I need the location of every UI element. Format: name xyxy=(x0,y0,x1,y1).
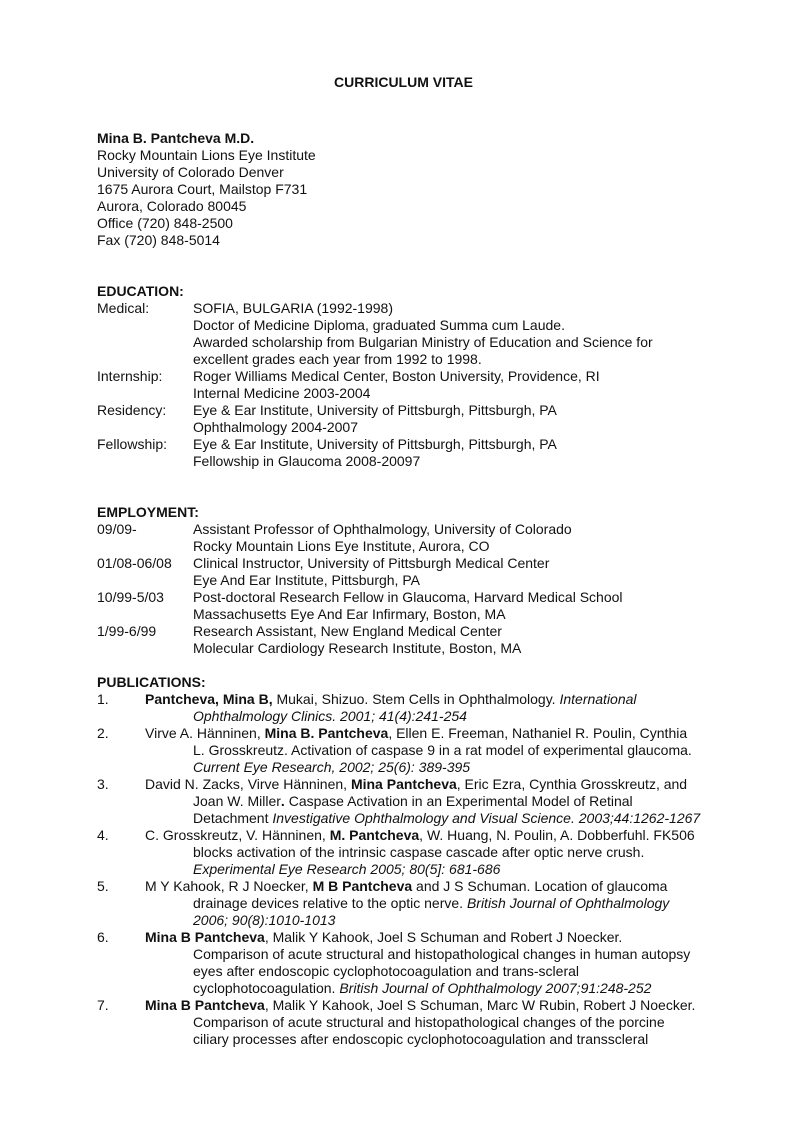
publication-number: 4. xyxy=(97,827,109,843)
publication-number: 7. xyxy=(97,997,109,1013)
publication-line xyxy=(193,708,467,725)
publication-text: Ophthalmology Clinics. 2001; 41(4):241-254 xyxy=(193,708,467,724)
publication-text: Current Eye Research, 2002; 25(6): 389-395 xyxy=(193,759,471,775)
publication-line xyxy=(193,1031,648,1048)
publication-text: ciliary processes after endoscopic cyclophotocoagulation and transscleral xyxy=(193,1031,649,1047)
publication-text: M B Pantcheva xyxy=(312,878,413,894)
publication-line xyxy=(193,963,579,980)
employment-line: Assistant Professor of Ophthalmology, University of Colorado xyxy=(193,521,572,537)
education-line: Awarded scholarship from Bulgarian Ministry of Education and Science for xyxy=(193,334,653,350)
publication-line xyxy=(193,810,700,827)
education-label: Medical: xyxy=(97,300,150,316)
contact-line: Rocky Mountain Lions Eye Institute xyxy=(97,147,316,163)
publication-text: Joan W. Miller xyxy=(193,793,281,809)
employment-line: Molecular Cardiology Research Institute, Boston, MA xyxy=(193,640,522,656)
publication-line xyxy=(145,878,667,895)
publication-text: , W. Huang, N. Poulin, A. Dobberfuhl. FK506 xyxy=(419,827,695,843)
publication-number: 6. xyxy=(97,929,109,945)
publication-text: Comparison of acute structural and histopathological changes in human autopsy xyxy=(193,946,691,962)
employment-line: Research Assistant, New England Medical Center xyxy=(193,623,502,639)
contact-line: University of Colorado Denver xyxy=(97,164,284,180)
publication-text: . xyxy=(280,793,285,809)
publication-text: M Y Kahook, R J Noecker, xyxy=(145,878,313,894)
publication-text: , Eric Ezra, Cynthia Grosskreutz, and xyxy=(456,776,688,792)
publication-text: Virve A. Hänninen, xyxy=(145,725,265,741)
education-line: Eye & Ear Institute, University of Pittsburgh, Pittsburgh, PA xyxy=(193,402,557,418)
publication-line xyxy=(193,980,651,997)
employment-line: Clinical Instructor, University of Pittsburgh Medical Center xyxy=(193,555,550,571)
contact-name: Mina B. Pantcheva M.D. xyxy=(97,130,255,146)
education-label: Fellowship: xyxy=(97,436,168,452)
employment-date: 10/99-5/03 xyxy=(97,589,164,605)
publication-number: 1. xyxy=(97,691,109,707)
publication-text: 2006; 90(8):1010-1013 xyxy=(193,912,336,928)
education-label: Internship: xyxy=(97,368,163,384)
publication-text: Mina B Pantcheva xyxy=(145,929,265,945)
publication-line xyxy=(145,776,687,793)
employment-date: 09/09- xyxy=(97,521,137,537)
education-line: Doctor of Medicine Diploma, graduated Summa cum Laude. xyxy=(193,317,565,333)
publication-line xyxy=(145,929,622,946)
publication-text: Mukai, Shizuo. Stem Cells in Ophthalmology. xyxy=(272,691,560,707)
publication-line xyxy=(193,895,669,912)
education-line: Eye & Ear Institute, University of Pittsburgh, Pittsburgh, PA xyxy=(193,436,557,452)
education-heading: EDUCATION: xyxy=(97,283,184,299)
publication-text: and J S Schuman. Location of glaucoma xyxy=(412,878,668,894)
education-label: Residency: xyxy=(97,402,167,418)
publication-text: Mina B. Pantcheva xyxy=(264,725,389,741)
publication-line xyxy=(145,725,687,742)
publication-text: British Journal of Ophthalmology 2007;91:248-252 xyxy=(339,980,652,996)
publication-line xyxy=(193,946,690,963)
publication-line xyxy=(193,912,335,929)
publication-text: Mina B Pantcheva xyxy=(145,997,265,1013)
employment-heading: EMPLOYMENT: xyxy=(97,504,199,520)
education-line: SOFIA, BULGARIA (1992-1998) xyxy=(193,300,393,316)
publication-text: Caspase Activation in an Experimental Model of Retinal xyxy=(284,793,633,809)
publication-text: blocks activation of the intrinsic caspase cascade after optic nerve crush. xyxy=(193,844,645,860)
publication-line xyxy=(193,1014,665,1031)
employment-line: Massachusetts Eye And Ear Infirmary, Boston, MA xyxy=(193,606,506,622)
publication-text: , Malik Y Kahook, Joel S Schuman and Robert J Noecker. xyxy=(264,929,623,945)
contact-line: 1675 Aurora Court, Mailstop F731 xyxy=(97,181,308,197)
employment-date: 01/08-06/08 xyxy=(97,555,172,571)
publications-heading: PUBLICATIONS: xyxy=(97,674,206,690)
publication-line xyxy=(193,759,470,776)
publication-text: Mina Pantcheva xyxy=(350,776,457,792)
publication-number: 5. xyxy=(97,878,109,894)
employment-line: Post-doctoral Research Fellow in Glaucoma, Harvard Medical School xyxy=(193,589,623,605)
contact-line: Fax (720) 848-5014 xyxy=(97,232,220,248)
publication-line xyxy=(193,861,500,878)
publication-text: M. Pantcheva xyxy=(329,827,420,843)
publication-text: eyes after endoscopic cyclophotocoagulation and trans-scleral xyxy=(193,963,580,979)
publication-text: Detachment xyxy=(193,810,273,826)
publication-text: , Malik Y Kahook, Joel S Schuman, Marc W Rubin, Robert J Noecker. xyxy=(264,997,696,1013)
publication-text: British Journal of Ophthalmology xyxy=(466,895,670,911)
contact-line: Aurora, Colorado 80045 xyxy=(97,198,247,214)
contact-line: Office (720) 848-2500 xyxy=(97,215,233,231)
page-title: CURRICULUM VITAE xyxy=(334,74,473,90)
education-line: Fellowship in Glaucoma 2008-20097 xyxy=(193,453,421,469)
publication-text: L. Grosskreutz. Activation of caspase 9 in a rat model of experimental glaucoma. xyxy=(193,742,692,758)
publication-line xyxy=(193,742,692,759)
publication-text: Experimental Eye Research 2005; 80(5]: 681-686 xyxy=(193,861,501,877)
publication-text: , Ellen E. Freeman, Nathaniel R. Poulin, Cynthia xyxy=(388,725,688,741)
publication-text: Comparison of acute structural and histopathological changes of the porcine xyxy=(193,1014,665,1030)
publication-text: Pantcheva, Mina B, xyxy=(145,691,273,707)
employment-date: 1/99-6/99 xyxy=(97,623,157,639)
education-line: Roger Williams Medical Center, Boston University, Providence, RI xyxy=(193,368,600,384)
publication-text: David N. Zacks, Virve Hänninen, xyxy=(145,776,351,792)
publication-line xyxy=(145,691,637,708)
publication-line xyxy=(193,844,644,861)
publication-number: 3. xyxy=(97,776,109,792)
publication-line xyxy=(145,997,695,1014)
education-line: Ophthalmology 2004-2007 xyxy=(193,419,359,435)
publication-text: C. Grosskreutz, V. Hänninen, xyxy=(145,827,330,843)
employment-line: Eye And Ear Institute, Pittsburgh, PA xyxy=(193,572,420,588)
employment-line: Rocky Mountain Lions Eye Institute, Aurora, CO xyxy=(193,538,490,554)
publication-line xyxy=(193,793,633,810)
publication-text: drainage devices relative to the optic nerve. xyxy=(193,895,467,911)
publication-text: cyclophotocoagulation. xyxy=(193,980,340,996)
publication-text: Investigative Ophthalmology and Visual Science. 2003;44:1262-1267 xyxy=(272,810,701,826)
publication-line xyxy=(145,827,695,844)
education-line: excellent grades each year from 1992 to 1998. xyxy=(193,351,482,367)
publication-text: International xyxy=(559,691,637,707)
publication-number: 2. xyxy=(97,725,109,741)
education-line: Internal Medicine 2003-2004 xyxy=(193,385,371,401)
